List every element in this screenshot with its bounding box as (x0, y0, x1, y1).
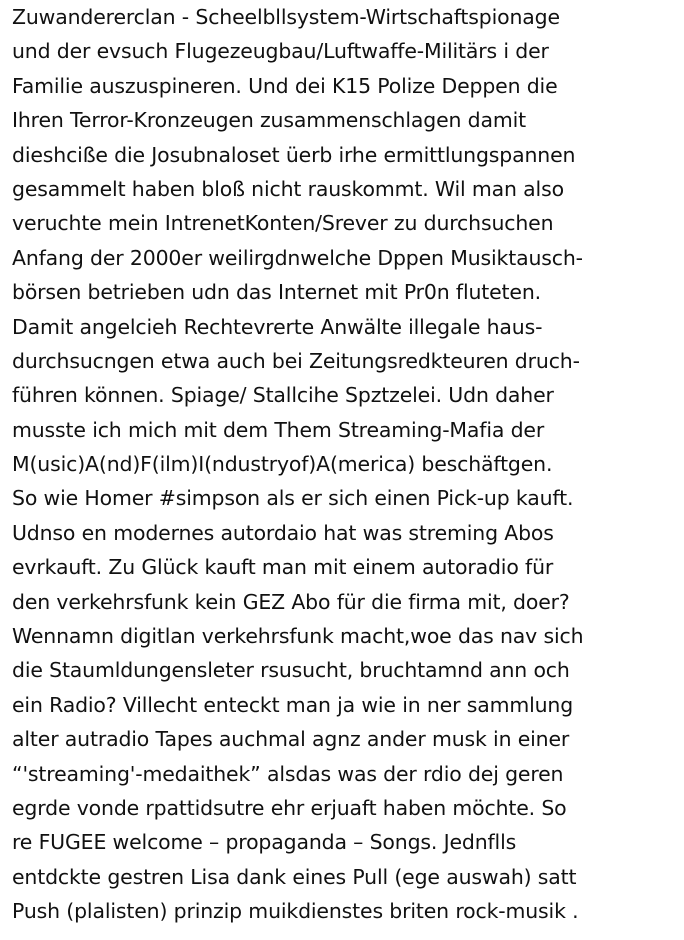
text-line: Udnso en modernes autordaio hat was streming Abos (12, 520, 554, 545)
text-line: ein Radio? Villecht enteckt man ja wie in ner sammlung (12, 692, 574, 717)
text-line: die Staumldungensleter rsusucht, bruchtamnd ann och (12, 658, 570, 683)
text-line: Zuwandererclan - Scheelbllsystem-Wirtschaftspionage (12, 5, 560, 29)
text-line: Damit angelcieh Rechtevrerte Anwälte illegale haus- (12, 314, 543, 339)
text-line: re FUGEE welcome – propaganda – Songs. Jednflls (12, 830, 517, 855)
text-line: musste ich mich mit dem Them Streaming-Mafia der (12, 417, 545, 442)
text-line: durchsucngen etwa auch bei Zeitungsredkteuren druch- (12, 348, 580, 373)
text-line: dieshcißе die Josubnaloset üerb irhe ermittlungspannen (12, 142, 576, 167)
text-line: veruchte mein IntrenetKonten/Srever zu durchsuchen (12, 211, 554, 236)
text-line: und der evsuch Flugezeugbau/Luftwaffe-Militärs i der (12, 39, 549, 64)
text-line: Ihren Terror-Kronzeugen zusammenschlagen damit (12, 108, 527, 133)
text-line: gesammelt haben bloß nicht rauskommt. Wil man also (12, 176, 564, 201)
text-line: führen können. Spiage/ Stallcihe Spztzelei. Udn daher (12, 383, 554, 408)
text-line: den verkehrsfunk kein GEZ Abo für die firma mit, doer? (12, 589, 570, 614)
text-line: M(usic)A(nd)F(ilm)I(ndustryof)A(merica) beschäftgen. (12, 452, 553, 477)
text-line: entdckte gestren Lisa dank eines Pull (ege auswah) satt (12, 864, 577, 889)
text-line: börsen betrieben udn das Internet mit Pr0n fluteten. (12, 280, 541, 305)
text-line: egrde vonde rpattidsutre ehr erjuaft haben möchte. So (12, 795, 567, 820)
text-line: “'streaming'-medaithek” alsdas was der rdio dej geren (12, 761, 564, 786)
text-line: So wie Homer #simpson als er sich einen Pick-up kauft. (12, 486, 574, 511)
text-line: Familie auszuspineren. Und dei K15 Polize Deppen die (12, 73, 558, 98)
text-line: Wennamn digitlan verkehrsfunk macht,woe das nav sich (12, 624, 584, 649)
text-line: alter autradio Tapes auchmal agnz ander musk in einer (12, 727, 570, 752)
body-text (12, 0, 680, 929)
text-line: Push (plalisten) prinzip muikdienstes briten rock-musik . (12, 899, 579, 924)
text-line: evrkauft. Zu Glück kauft man mit einem autoradio für (12, 555, 554, 580)
text-line: Anfang der 2000er weilirgdnwelche Dppen Musiktausch- (12, 245, 583, 270)
